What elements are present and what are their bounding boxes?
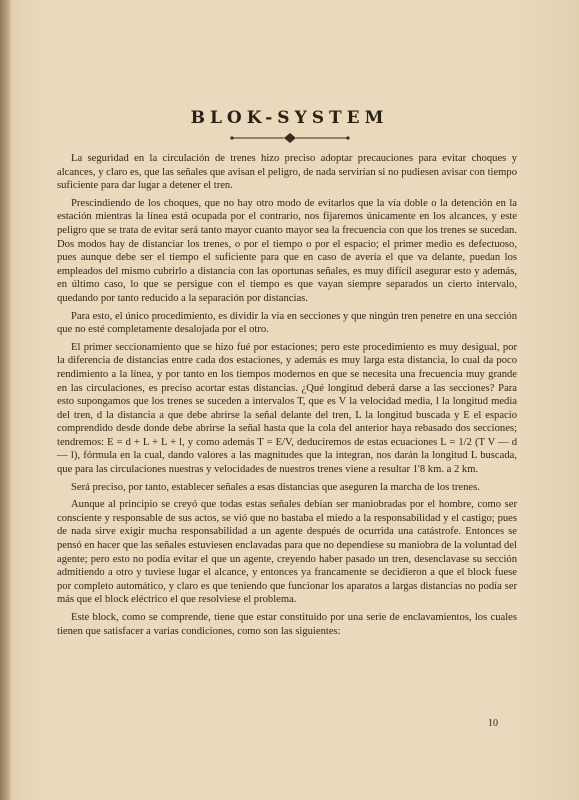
paragraph: Será preciso, por tanto, establecer señales a esas distancias que aseguren la marcha de los trenes. <box>71 481 480 493</box>
page-title: BLOK-SYSTEM <box>190 108 389 128</box>
ornament-divider <box>0 132 579 144</box>
paragraph: Aunque al principio se creyó que todas estas señales debían ser maniobradas por el hombre, como ser consciente y responsable de sus actos, se vió que no bastaba el miedo a la responsabilidad y el castigo; pues de nada sirve exigir mucha responsabilidad a un agente después de ocurrida una catástrofe. Entonces se pensó en hacer que las señales estuviesen enclavadas para que no dependiese su maniobra de la voluntad del agente; pero esto no podía evitar el que un agente, creyendo haber pasado un tren, desenclavase su sección admitiendo a otro y tuviese lugar el alcance, y entonces ya francamente se decidieron a que el block fuese por completo automático, y claro es que teniendo que funcionar los aparatos a largas distancias no podía ser más que el block eléctrico el que resolviese el problema. <box>57 499 517 606</box>
article-body <box>57 152 517 642</box>
paragraph: La seguridad en la circulación de trenes hizo preciso adoptar precauciones para evitar choques y alcances, y claro es, que las señales que avisan el peligro, de nada servirían si no pudiesen avisar con tiempo suficiente para dar lugar a detener el tren. <box>57 153 517 192</box>
paragraph: Prescindiendo de los choques, que no hay otro modo de evitarlos que la vía doble o la detención en la estación mientras la línea está ocupada por el contrario, nos fijaremos únicamente en los alcances, y este peligro que se trata de evitar será tanto mayor cuanto mayor sea la frecuencia con que los trenes se sucedan. Dos modos hay de distanciar los trenes, o por el tiempo o por el espacio; el primer medio es defectuoso, pues aunque debe ser el tiempo el suficiente para que en caso de avería el que va delante, puedan los empleados del mismo cubrirlo a distancia con las oportunas señales, es muy difícil asegurar esto y además, en último caso, lo que se persigue con el tiempo es que vayan siempre separados un cierto intervalo, quedando por tanto reducido a la separación por distancias. <box>57 197 517 304</box>
paragraph: Este block, como se comprende, tiene que estar constituído por una serie de enclavamientos, los cuales tienen que satisfacer a varias condiciones, como son las siguientes: <box>57 612 517 637</box>
paragraph: Para esto, el único procedimiento, es dividir la vía en secciones y que ningún tren penetre en una sección que no esté completamente desalojada por el otro. <box>57 310 517 336</box>
page-number: 10 <box>488 718 498 729</box>
paragraph: El primer seccionamiento que se hizo fué por estaciones; pero este procedimiento es muy desigual, por la diferencia de distancias entre cada dos estaciones, y además es muy larga esta distancia, lo cual da poco rendimiento a la línea, y por tanto en los tiempos modernos en que se necesita una frecuencia muy grande en las circulaciones, es preciso acortar estas distancias. ¿Qué longitud deberá darse a las secciones? Para esto supongamos que los trenes se suceden a intervalos T, que es V la velocidad media, l la longitud media del tren, d la distancia a que debe abrirse la señal delante del tren, L la longitud buscada y E el espacio comprendido desde donde debe abrirse la señal hasta que la cola del anterior haya rebasado dos secciones; tendremos: E = d + L + L + l, y como además T = E/V, deduciremos de estas ecuaciones L = 1/2 (T V — d — l), fórmula en la cual, dando valores a las magnitudes que la integran, nos darán la longitud L buscada, que para las circulaciones nuestras y velocidades de nuestros trenes viene a resultar 1'8 km. a 2 km. <box>57 341 517 476</box>
